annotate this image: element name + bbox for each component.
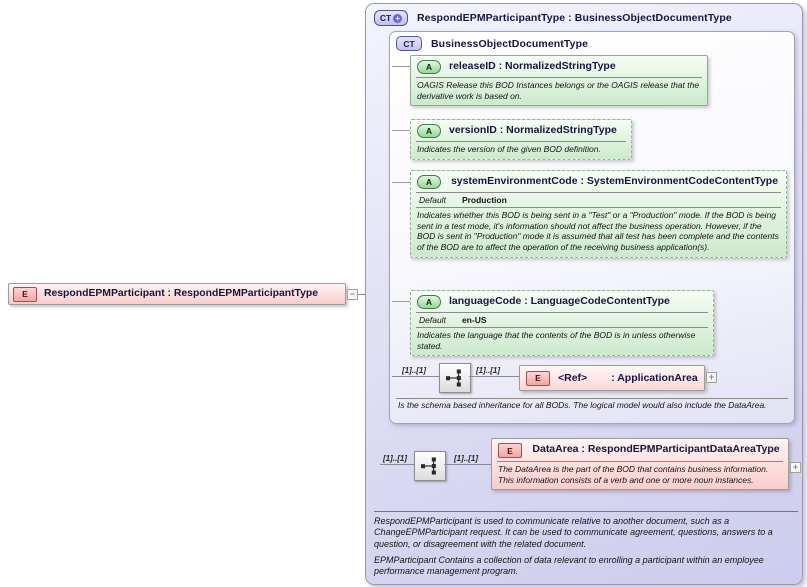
attribute-doc: Indicates the language that the contents of the BOD is in unless otherwise stated. — [417, 330, 696, 351]
root-element-box[interactable] — [8, 283, 346, 305]
cardinality-label: [1]..[1] — [402, 366, 426, 375]
attribute-doc: Indicates the version of the given BOD definition. — [417, 144, 601, 154]
connector-line — [380, 464, 414, 465]
plus-icon: + — [792, 462, 799, 472]
complex-type-header — [366, 4, 802, 30]
complex-type-box[interactable] — [365, 3, 803, 585]
collapse-button[interactable] — [347, 289, 358, 300]
attribute-name: systemEnvironmentCode : SystemEnvironmentCodeContentType — [450, 175, 779, 187]
attribute-languageCode[interactable] — [410, 290, 714, 356]
expand-button[interactable] — [706, 372, 717, 383]
sequence-icon[interactable] — [439, 363, 471, 393]
connector-line — [392, 182, 410, 183]
connector-line — [392, 66, 410, 67]
element-dataarea[interactable] — [491, 438, 789, 490]
expand-button[interactable] — [790, 462, 801, 473]
complex-type-badge — [374, 10, 408, 26]
attribute-doc: Indicates whether this BOD is being sent in a "Test" or a "Production" mode. If the BOD is being sent in a test mode, it's information should not affect the business operation. However, if the BOD is sent in "Production" mode it is assumed that all test has been complete and the contents of the BOD are to affect the operation of the receiving business application(s). — [417, 210, 779, 252]
attribute-badge: A — [417, 60, 441, 74]
connector-line — [392, 130, 410, 131]
element-applicationarea[interactable] — [519, 365, 705, 391]
attribute-doc: OAGIS Release this BOD Instances belongs or the OAGIS release that the derivative work is based on. — [417, 80, 700, 101]
cardinality-label: [1]..[1] — [454, 454, 478, 463]
dataarea-doc: The DataArea is the part of the BOD that contains business information. This information consists of a verb and one or more noun instances. — [498, 464, 769, 485]
element-badge: E — [526, 371, 550, 386]
dataarea-name: DataArea : RespondEPMParticipantDataAreaType — [532, 443, 780, 455]
element-badge: E — [498, 443, 522, 458]
sequence-glyph — [421, 457, 439, 475]
footer-doc-paragraph: RespondEPMParticipant is used to communicate relative to another document, such as a ChangeEPMParticipant request. It can be used to communicate agreement, questions, answers to a question, or disagreement with the related document. — [374, 516, 773, 549]
divider — [374, 511, 798, 512]
attribute-releaseID[interactable] — [410, 55, 708, 106]
connector-line — [392, 301, 410, 302]
default-label: Default — [419, 195, 446, 205]
attribute-badge: A — [417, 175, 441, 189]
attribute-name: releaseID : NormalizedStringType — [449, 60, 616, 72]
cardinality-label: [1]..[1] — [383, 454, 407, 463]
attribute-name: languageCode : LanguageCodeContentType — [449, 295, 670, 307]
divider — [396, 398, 788, 399]
attribute-versionID[interactable] — [410, 119, 632, 160]
default-value: Production — [461, 195, 507, 205]
base-type-doc: Is the schema based inheritance for all BODs. The logical model would also include the DataArea. — [398, 400, 767, 410]
base-type-box[interactable] — [389, 31, 795, 424]
footer-doc-paragraph: EPMParticipant Contains a collection of data relevant to enrolling a participant within an employee performance management program. — [374, 555, 764, 577]
sequence-glyph — [446, 369, 464, 387]
connector-line — [444, 464, 491, 465]
connector-line — [392, 376, 439, 377]
element-badge: E — [13, 287, 37, 302]
default-label: Default — [419, 315, 446, 325]
root-element-label: RespondEPMParticipant : RespondEPMParticipantType — [44, 288, 319, 300]
base-type-title: BusinessObjectDocumentType — [431, 37, 589, 50]
base-type-header — [390, 32, 794, 53]
default-row — [411, 193, 786, 206]
connector-line — [469, 376, 519, 377]
attribute-systemEnvironmentCode[interactable] — [410, 170, 787, 258]
plus-icon: + — [708, 372, 715, 382]
ref-element-name: <Ref> — [558, 372, 588, 384]
derived-plus-icon: + — [393, 14, 402, 23]
base-type-badge: CT — [396, 36, 422, 51]
sequence-icon[interactable] — [414, 451, 446, 481]
attribute-badge: A — [417, 124, 441, 138]
complex-type-title: RespondEPMParticipantType : BusinessObjectDocumentType — [417, 12, 732, 24]
default-row — [411, 313, 713, 326]
cardinality-label: [1]..[1] — [476, 366, 500, 375]
default-value: en-US — [461, 315, 487, 325]
attribute-name: versionID : NormalizedStringType — [449, 124, 617, 136]
attribute-badge: A — [417, 295, 441, 309]
ref-element-type: : ApplicationArea — [611, 372, 698, 384]
ct-badge-label: CT — [379, 13, 392, 23]
minus-icon: − — [349, 289, 356, 299]
